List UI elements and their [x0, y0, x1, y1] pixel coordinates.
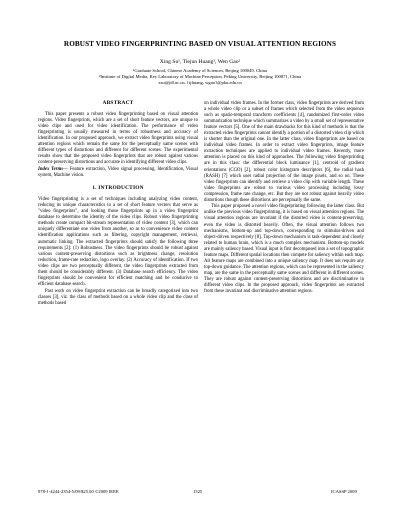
index-terms-label: Index Terms — [38, 167, 64, 173]
right-paragraph-2: This paper proposed a novel video fingerprinting following the latter class. But unlike the previous video fingerprinting, it is based on visual attention regions. The visual attention regions are invariant if the distorted video is content-preserving, even the video is distorted heavily. Often, the visual attention follows two mechanisms, bottom-up and top-down, corresponding to stimulus-driven and object-driven respectively [8]. Top-down mechanism is task-dependent and closely related to human brain, which is a much complex mechanism. Bottom-up models are mainly saliency based. Visual input is first decomposed into a set of topographic feature maps. Different spatial locations then compete for saliency within each map. All feature maps are combined into a unique saliency map. It does not require any top-down guidance. The attention regions, which can be represented in the saliency map, are the same in the perceptually same scenes and different in different scenes. They are robust against content-preserving distortions and are discriminative in different video clips. In the proposed approach, video fingerprints are extracted from these invariant and discriminative attention regions. — [204, 204, 364, 295]
paper-title: ROBUST VIDEO FINGERPRINTING BASED ON VISUAL ATTENTION REGIONS — [63, 40, 337, 48]
footer-conference: ICASSP 2009 — [331, 489, 357, 494]
intro-paragraph-2: Past work on video fingerprint extraction can be broadly categorized into two classes [3], viz. the class of methods based on a whole video clip and the class of methods based — [38, 288, 198, 306]
author-emails: xsu@jdl.ac.cn, {tjhuang, wgao}@pku.edu.cn — [158, 80, 242, 86]
intro-paragraph-1: Video fingerprinting is a set of techniques including analyzing video content, reducing its unique characteristics to a set of short feature vectors that serve as "video fingerprints", and looking those fingerprints up in a video fingerprint database to determine the identity of the video clips. Robust video fingerprinting methods create compact bit-stream representation of video content [3], which can uniquely differentiate one video from another, so as to convenience video content identification applications such as filtering, copyright management, retrieval, automatic linking. The extracted fingerprints should satisfy the following three requirements [2]: (1) Robustness. The video fingerprints should be robust against various content-preserving distortions such as brightness change, resolution reduction, frame-rate reduction, logo overlay. (2) Accuracy of identification. If two video clips are two perceptually different, the video fingerprints extracted from them should be considerably different. (3) Database search efficiency. The video fingerprints should be convenient for efficient matching and be conducive to efficient database search. — [38, 197, 198, 287]
index-terms — [38, 167, 198, 179]
affiliation-1: ¹Graduate School, Chinese Academy of Sciences, Beijing 100049, China — [133, 68, 267, 73]
left-column — [38, 100, 198, 307]
affiliations — [0, 68, 400, 86]
paper-authors: Xing Su¹, Tiejun Huang², Wen Gao² — [159, 59, 241, 65]
affiliation-2: ²Institute of Digital Media, Key Laboratory of Machine Perception, Peking University, Beijing 100871, China — [98, 74, 301, 80]
index-terms-text: — Feature extraction, Video signal processing, Identification, Visual system, Machine vision. — [38, 167, 198, 179]
introduction-heading: 1. INTRODUCTION — [92, 185, 144, 192]
abstract-heading: ABSTRACT — [102, 100, 134, 106]
abstract-text: This paper presents a robust video fingerprinting based on visual attention regions. Video fingerprints, which are a set of short feature vectors, are unique to video clips and used for video identification. The performance of video fingerprinting is usually measured in terms of robustness and accuracy of identification. In our proposed approach, we extract video fingerprints using visual attention regions which remain the same for the perceptually same scenes with different types of distortions and different for different scenes. The experimental results show that the proposed video fingerprints that are robust against various content-preserving distortions and accurate in identifying different video clips. — [38, 112, 198, 166]
footer-page-number: 1525 — [193, 489, 203, 494]
footer-isbn: 978-1-4244-2354-5/09/$25.00 ©2009 IEEE — [38, 489, 119, 494]
right-paragraph-1: on individual video frames. In the former class, video fingerprints are derived from a whole video clip or a subset of frames which selected from the video sequence such as spatio-temporal transform coefficients [4], randomized first-order video summarization technique which summarizes a video by a small set of representative feature vectors [5]. One of the main drawbacks for this kind of methods is that the extracted video fingerprints cannot identify a portion of a distorted video clip which is shorter than the original one. In the latter class, video fingerprints are based on individual video frames. In order to extract video fingerprints, image feature extraction techniques are applied to individual video frames. Recently, more attention is placed on this kind of approaches. The following video fingerprinting are in this class: the differential block luminance [1], centroid of gradient orientations (CGO) [2], robust color histogram descriptors [6], the radial hash (RASH) [7] which uses radial projection of the image pixels, and so on. These video fingerprints can identify and retrieve a video clip with variable length. These video fingerprints are robust to various video processing including lossy compression, frame rate change, etc. But they are not robust against heavily video distortions though these distortions are perceptually the same. — [204, 101, 364, 203]
right-column — [204, 101, 364, 296]
